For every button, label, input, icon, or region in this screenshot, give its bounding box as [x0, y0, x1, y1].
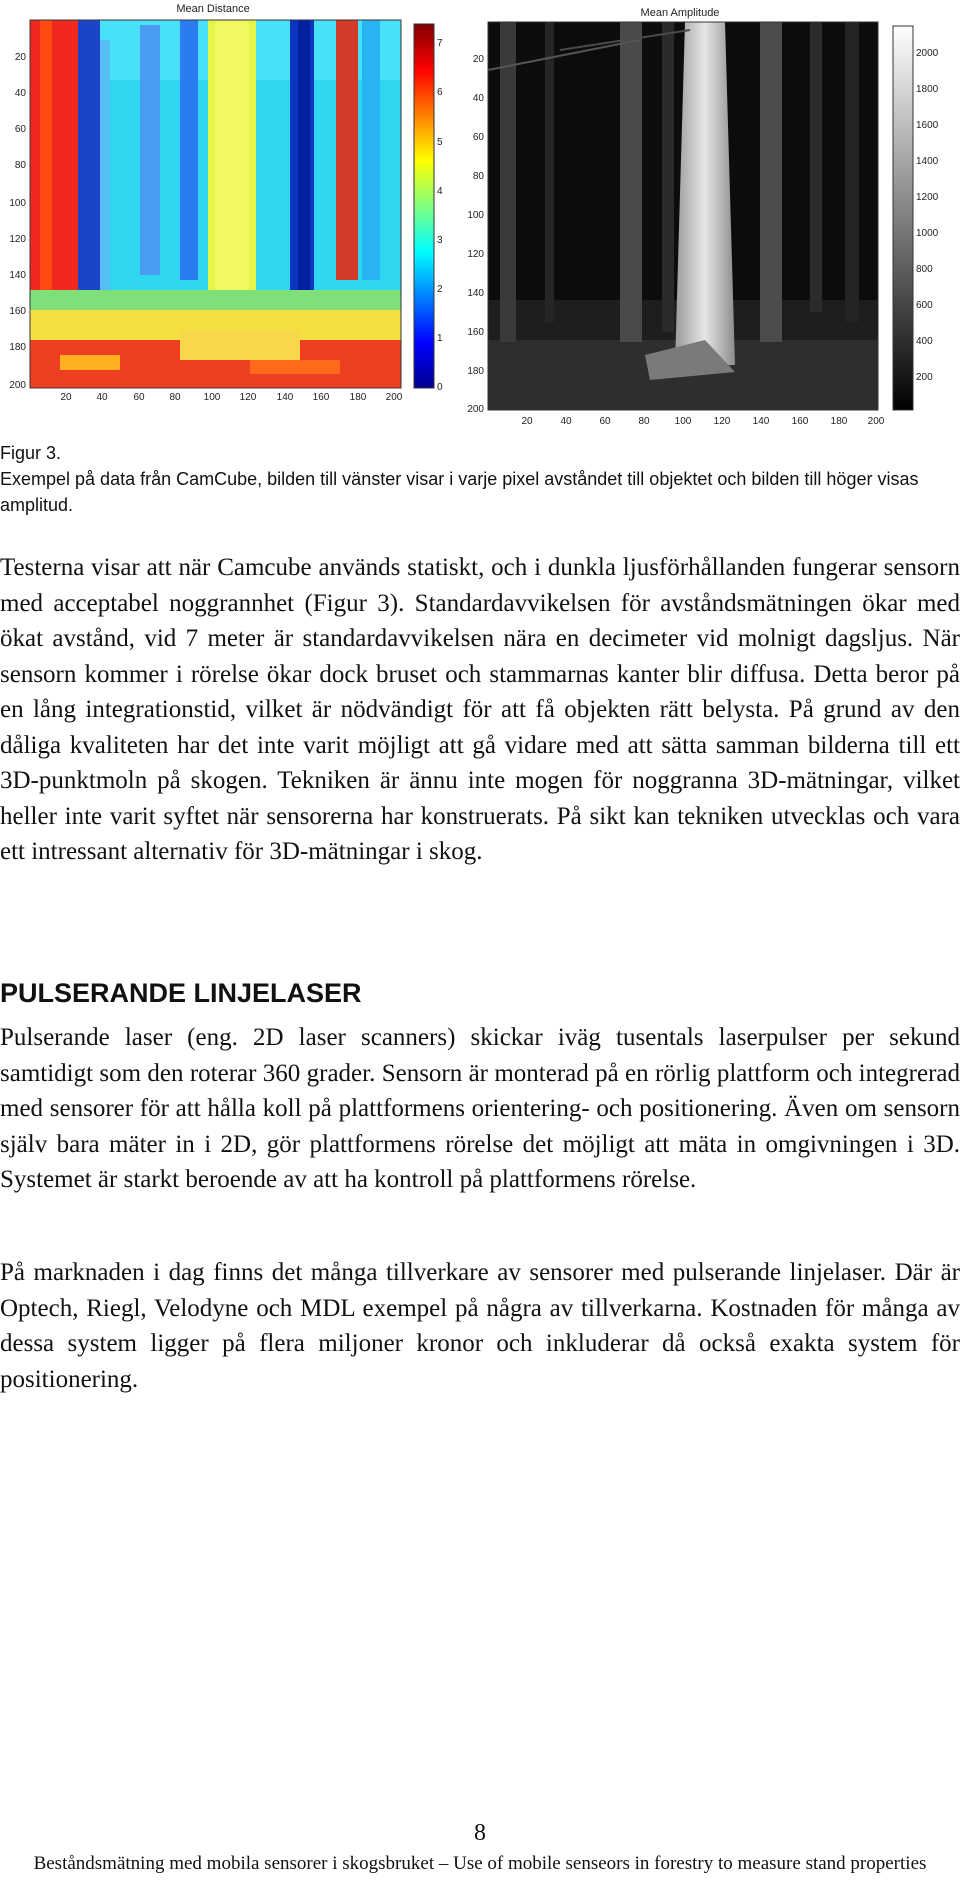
- colorbar-tick-label: 200: [916, 372, 933, 383]
- y-tick-label: 80: [472, 171, 484, 182]
- mean-amplitude-colorbar-ticks: [916, 48, 939, 383]
- x-tick-label: 20: [60, 392, 72, 403]
- mean-distance-image: [30, 20, 401, 388]
- y-tick-label: 60: [14, 124, 26, 135]
- y-tick-label: 200: [467, 404, 484, 415]
- x-tick-label: 160: [791, 416, 809, 427]
- colorbar-tick-label: 1600: [916, 120, 939, 131]
- y-tick-label: 140: [467, 288, 484, 299]
- figure-caption-label: Figur 3.: [0, 443, 62, 463]
- colorbar-tick-label: 1800: [916, 84, 939, 95]
- figure-caption-text: Exempel på data från CamCube, bilden till vänster visar i varje pixel avståndet till objektet och bilden till höger visas amplitud.: [0, 469, 919, 515]
- y-tick-label: 160: [9, 306, 26, 317]
- y-tick-label: 20: [14, 52, 26, 63]
- mean-amplitude-x-ticks: [521, 416, 884, 427]
- y-tick-label: 80: [14, 160, 26, 171]
- mean-distance-colorbar: [414, 24, 434, 388]
- section-heading: PULSERANDE LINJELASER: [0, 978, 362, 1008]
- colorbar-tick-label: 1: [437, 333, 443, 344]
- x-tick-label: 60: [599, 416, 611, 427]
- y-tick-label: 140: [9, 270, 26, 281]
- body-paragraph-pulsed-laser: Pulserande laser (eng. 2D laser scanners) skickar iväg tusentals laserpulser per sekund samtidigt som den roterar 360 grader. Sensorn är monterad på en rörlig plattform och integrerad med sensorer för att hålla koll på plattformens orientering- och positionering. Även om sensorn själv bara mäter in i 2D, gör plattformens rörelse det möjligt att mäta in omgivningen i 3D. Systemet är starkt beroende av att ha kontroll på plattformens rörelse.: [0, 1024, 960, 1193]
- x-tick-label: 120: [713, 416, 731, 427]
- x-tick-label: 200: [867, 416, 885, 427]
- y-tick-label: 40: [14, 88, 26, 99]
- x-tick-label: 140: [752, 416, 770, 427]
- colorbar-tick-label: 600: [916, 300, 933, 311]
- colorbar-tick-label: 5: [437, 137, 443, 148]
- figure-svg: [0, 0, 960, 430]
- page-number: 8: [474, 1820, 486, 1846]
- x-tick-label: 40: [96, 392, 108, 403]
- figure-3: [0, 0, 960, 430]
- mean-amplitude-title: Mean Amplitude: [640, 7, 720, 19]
- colorbar-tick-label: 7: [437, 38, 443, 49]
- mean-distance-x-ticks: [60, 392, 402, 403]
- x-tick-label: 200: [385, 392, 403, 403]
- y-tick-label: 180: [467, 366, 484, 377]
- colorbar-tick-label: 3: [437, 235, 443, 246]
- x-tick-label: 140: [276, 392, 294, 403]
- y-tick-label: 20: [472, 54, 484, 65]
- mean-amplitude-image: [488, 22, 878, 410]
- colorbar-tick-label: 800: [916, 264, 933, 275]
- mean-amplitude-colorbar: [893, 26, 913, 410]
- y-tick-label: 100: [9, 198, 26, 209]
- y-tick-label: 180: [9, 342, 26, 353]
- x-tick-label: 40: [560, 416, 572, 427]
- y-tick-label: 40: [472, 93, 484, 104]
- x-tick-label: 180: [830, 416, 848, 427]
- colorbar-tick-label: 2: [437, 284, 443, 295]
- x-tick-label: 120: [239, 392, 257, 403]
- page-footer: Beståndsmätning med mobila sensorer i skogsbruket – Use of mobile senseors in forestry to measure stand properties: [33, 1853, 927, 1874]
- y-tick-label: 160: [467, 327, 484, 338]
- x-tick-label: 100: [674, 416, 692, 427]
- colorbar-tick-label: 1200: [916, 192, 939, 203]
- colorbar-tick-label: 0: [437, 382, 443, 393]
- y-tick-label: 100: [467, 210, 484, 221]
- x-tick-label: 80: [638, 416, 650, 427]
- x-tick-label: 20: [521, 416, 533, 427]
- body-paragraph-manufacturers: På marknaden i dag finns det många tillverkare av sensorer med pulserande linjelaser. Där är Optech, Riegl, Velodyne och MDL exempel på några av tillverkarna. Kostnaden för många av dessa system ligger på flera miljoner kronor och inkluderar då också exakta system för positionering.: [0, 1259, 960, 1393]
- colorbar-tick-label: 2000: [916, 48, 939, 59]
- mean-distance-title: Mean Distance: [176, 3, 250, 15]
- x-tick-label: 60: [133, 392, 145, 403]
- x-tick-label: 180: [349, 392, 367, 403]
- figure-caption: [0, 440, 950, 518]
- colorbar-tick-label: 1400: [916, 156, 939, 167]
- x-tick-label: 160: [312, 392, 330, 403]
- y-tick-label: 60: [472, 132, 484, 143]
- body-paragraph-camcube: Testerna visar att när Camcube används statiskt, och i dunkla ljusförhållanden fungerar sensorn med acceptabel noggrannhet (Figur 3). Standardavvikelsen för avståndsmätningen ökar med ökat avstånd, vid 7 meter är standardavvikelsen nära en decimeter vid molnigt dagsljus. När sensorn kommer i rörelse ökar dock bruset och stammarnas kanter blir diffusa. Detta beror på en lång integrationstid, vilket är nödvändigt för att få objekten rätt belysta. På grund av den dåliga kvaliteten har det inte varit möjligt att gå vidare med att sätta samman bilderna till ett 3D-punktmoln på skogen. Tekniken är ännu inte mogen för noggranna 3D-mätningar, vilket heller inte varit syftet när sensorerna har konstruerats. På sikt kan tekniken utvecklas och vara ett intressant alternativ för 3D-mätningar i skog.: [0, 554, 960, 865]
- x-tick-label: 100: [203, 392, 221, 403]
- mean-distance-panel: [9, 3, 443, 403]
- y-tick-label: 120: [9, 234, 26, 245]
- mean-amplitude-y-ticks: [467, 54, 484, 415]
- mean-amplitude-panel: [467, 7, 938, 427]
- y-tick-label: 200: [9, 380, 26, 391]
- mean-distance-colorbar-ticks: [437, 38, 443, 393]
- mean-distance-y-ticks: [9, 52, 26, 391]
- x-tick-label: 80: [169, 392, 181, 403]
- y-tick-label: 120: [467, 249, 484, 260]
- colorbar-tick-label: 400: [916, 336, 933, 347]
- colorbar-tick-label: 4: [437, 186, 443, 197]
- colorbar-tick-label: 1000: [916, 228, 939, 239]
- colorbar-tick-label: 6: [437, 87, 443, 98]
